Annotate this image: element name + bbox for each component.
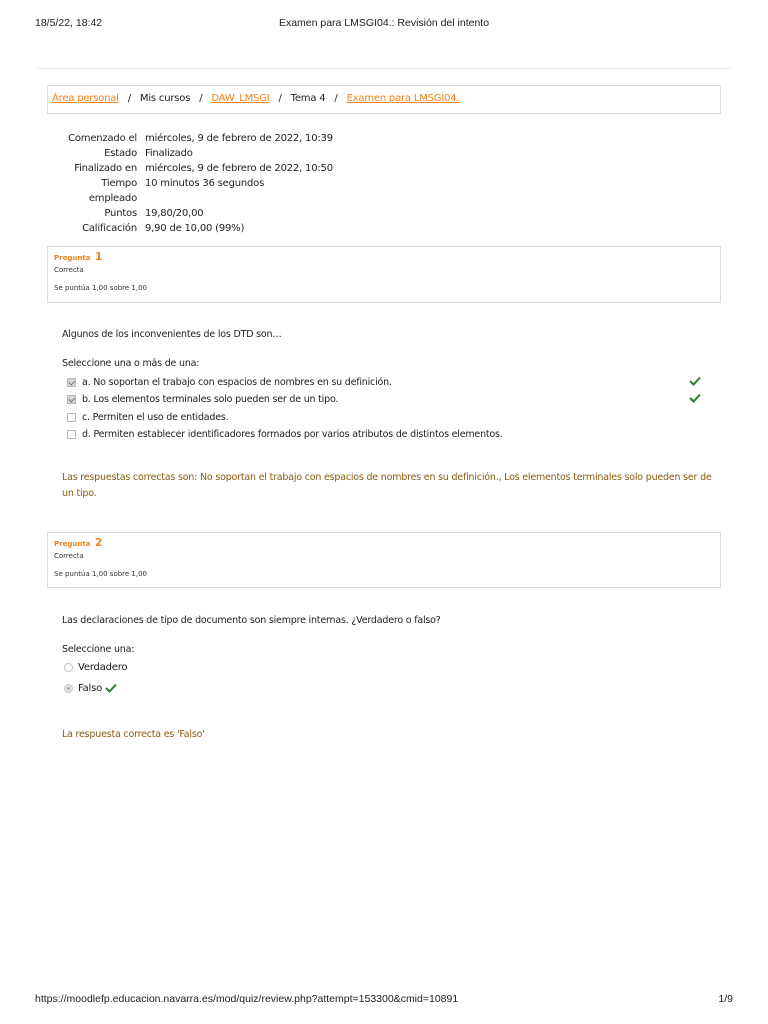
summary-row-grade (47, 221, 447, 236)
summary-value: miércoles, 9 de febrero de 2022, 10:50 (145, 163, 333, 174)
correct-check-icon (689, 376, 701, 386)
summary-value: 10 minutos 36 segundos (145, 178, 265, 189)
question-label: Pregunta (54, 540, 91, 548)
question-feedback: La respuesta correcta es 'Falso' (62, 729, 205, 740)
question-number (54, 251, 720, 264)
breadcrumb (47, 85, 721, 114)
summary-row-finished (47, 161, 447, 176)
summary-value: Finalizado (145, 148, 193, 159)
answer-option-d[interactable] (67, 427, 707, 441)
radio-selected[interactable] (64, 684, 73, 693)
breadcrumb-topic: Tema 4 (290, 93, 326, 104)
summary-value: miércoles, 9 de febrero de 2022, 10:39 (145, 133, 333, 144)
breadcrumb-home-link[interactable]: Área personal (52, 93, 119, 104)
question-grade: Se puntúa 1,00 sobre 1,00 (54, 284, 148, 292)
answer-option-true[interactable] (64, 660, 127, 674)
summary-row-started (47, 131, 447, 146)
summary-value: 19,80/20,00 (145, 208, 204, 219)
divider (37, 68, 731, 69)
question-number-value: 2 (94, 536, 103, 549)
summary-row-time (47, 176, 447, 206)
question-info-2 (47, 532, 721, 588)
question-label: Pregunta (54, 254, 91, 262)
breadcrumb-separator: / (127, 93, 131, 104)
question-feedback: Las respuestas correctas son: No soportan el trabajo con espacios de nombres en su definición., Los elementos terminales solo pueden ser de un tipo. (62, 472, 712, 499)
answer-prompt: Seleccione una o más de una: (62, 358, 200, 369)
checkbox-unchecked[interactable] (67, 413, 76, 422)
answer-option-text: Falso (78, 682, 103, 694)
breadcrumb-course-link[interactable]: DAW_LMSGI (211, 93, 270, 104)
summary-row-state (47, 146, 447, 161)
summary-label: Comenzado el (68, 133, 137, 144)
breadcrumb-separator: / (278, 93, 282, 104)
breadcrumb-separator: / (199, 93, 203, 104)
correct-check-icon (689, 393, 701, 403)
answer-option-text: b. Los elementos terminales solo pueden ser de un tipo. (82, 393, 339, 405)
question-number-value: 1 (94, 250, 103, 263)
breadcrumb-exam-link[interactable]: Examen para LMSGI04. (346, 93, 460, 104)
question-number (54, 537, 720, 550)
breadcrumb-separator: / (334, 93, 338, 104)
print-url: https://moodlefp.educacion.navarra.es/mod/quiz/review.php?attempt=153300&cmid=10891 (35, 993, 459, 1005)
print-footer (35, 993, 733, 1007)
checkbox-unchecked[interactable] (67, 430, 76, 439)
answer-option-text: c. Permiten el uso de entidades. (82, 411, 229, 423)
question-grade: Se puntúa 1,00 sobre 1,00 (54, 570, 148, 578)
answer-option-text: d. Permiten establecer identificadores formados por varios atributos de distintos elementos. (82, 428, 503, 440)
print-date: 18/5/22, 18:42 (35, 17, 103, 29)
question-state: Correcta (54, 552, 84, 560)
radio-unselected[interactable] (64, 663, 73, 672)
breadcrumb-courses: Mis cursos (139, 93, 191, 104)
summary-label: Puntos (104, 208, 137, 219)
summary-label-line: Tiempo (101, 178, 137, 189)
question-state: Correcta (54, 266, 84, 274)
answer-option-b[interactable] (67, 392, 707, 406)
checkbox-checked[interactable] (67, 395, 76, 404)
checkbox-checked[interactable] (67, 378, 76, 387)
summary-label-line: empleado (88, 193, 137, 204)
summary-value: 9,90 de 10,00 (99%) (145, 223, 245, 234)
print-header (35, 17, 733, 31)
answer-option-a[interactable] (67, 375, 707, 389)
answer-option-text: a. No soportan el trabajo con espacios de nombres en su definición. (82, 376, 392, 388)
summary-label: Finalizado en (74, 163, 137, 174)
answer-prompt: Seleccione una: (62, 644, 135, 655)
answer-option-false[interactable] (64, 681, 117, 695)
question-info-1 (47, 246, 721, 303)
correct-check-icon (105, 683, 117, 693)
answer-option-c[interactable] (67, 410, 707, 424)
print-title: Examen para LMSGI04.: Revisión del intento (278, 17, 490, 29)
summary-label: Estado (104, 148, 137, 159)
answer-option-text: Verdadero (78, 661, 128, 673)
attempt-summary (47, 131, 447, 236)
question-text: Las declaraciones de tipo de documento son siempre internas. ¿Verdadero o falso? (62, 615, 441, 626)
summary-label: Calificación (82, 223, 137, 234)
question-text: Algunos de los inconvenientes de los DTD son… (62, 329, 282, 340)
summary-row-points (47, 206, 447, 221)
print-page-number: 1/9 (718, 993, 733, 1005)
summary-label (47, 176, 145, 206)
